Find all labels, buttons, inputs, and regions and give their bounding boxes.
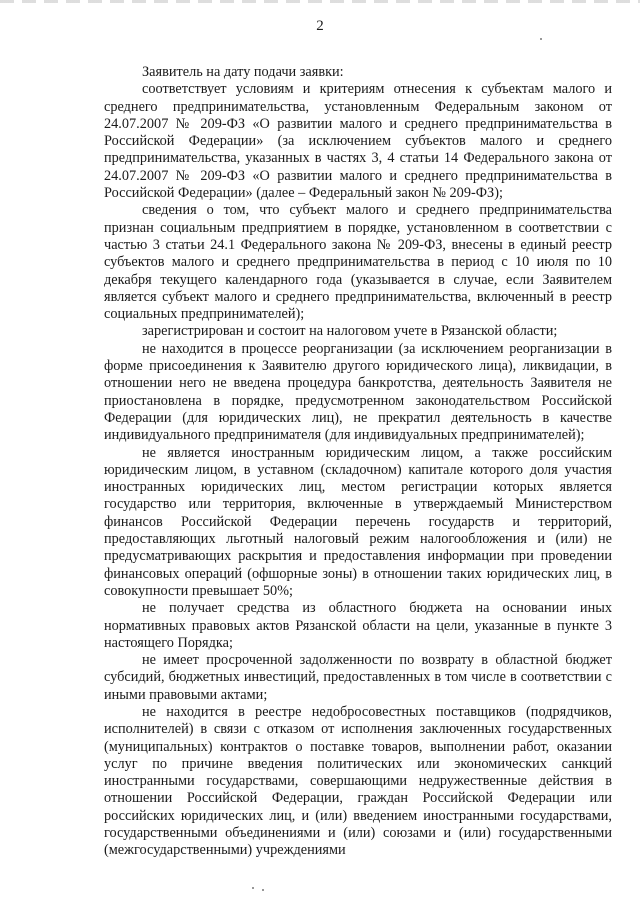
paragraph-unfair-suppliers: не находится в реестре недобросовестных поставщиков (подрядчиков, исполнителей) в связи с отказом от исполнения заключенных государственных (муниципальных) контрактов о поставке товаров, выполнении работ, оказании услуг по причине введения политических или экономических санкций иностранными государствами, совершающими недружественные действия в отношении Российской Федерации, граждан Российской Федерации или российских юридических лиц, и (или) введением иностранными государствами, государственными объединениями и (или) союзами и (или) государственными (межгосударственными) учреждениями: [104, 703, 612, 859]
paragraph-budget-funds: не получает средства из областного бюджета на основании иных нормативных правовых актов Рязанской области на цели, указанные в пункте 3 настоящего Порядка;: [104, 600, 612, 651]
page-number: 2: [316, 18, 324, 34]
paragraph-reorganization: не находится в процессе реорганизации (за исключением реорганизации в форме присоединения к Заявителю другого юридического лица), ликвидации, в отношении него не введена процедура банкротства, деятельность Заявителя не приостановлена в порядке, предусмотренном законодательством Российской Федерации (для юридических лиц), не прекратил деятельность в качестве индивидуального предпринимателя (для индивидуальных предпринимателей);: [104, 340, 612, 444]
scan-speck: [262, 889, 264, 891]
paragraph-smb-criteria: соответствует условиям и критериям отнесения к субъектам малого и среднего предпринимательства, установленным Федеральным законом от 24.07.2007 № 209-ФЗ «О развитии малого и среднего предпринимательства в Российской Федерации» (за исключением субъектов малого и среднего предпринимательства, указанных в частях 3, 4 статьи 14 Федерального закона от 24.07.2007 № 209-ФЗ «О развитии малого и среднего предпринимательства в Российской Федерации» (далее – Федеральный закон № 209-ФЗ);: [104, 81, 612, 202]
scan-border: [0, 0, 640, 3]
paragraph-overdue-debt: не имеет просроченной задолженности по возврату в областной бюджет субсидий, бюджетных инвестиций, предоставленных в том числе в соответствии с иными правовыми актами;: [104, 652, 612, 703]
paragraph-tax-registration: зарегистрирован и состоит на налоговом учете в Рязанской области;: [142, 323, 558, 340]
scan-speck: [540, 38, 542, 40]
paragraph-foreign-entity: не является иностранным юридическим лицом, а также российским юридическим лицом, в уставном (складочном) капитале которого доля участия иностранных юридических лиц, местом регистрации которых является государство или территория, включенные в утверждаемый Министерством финансов Российской Федерации перечень государств и территорий, предоставляющих льготный налоговый режим налогообложения и (или) не предусматривающих раскрытия и предоставления информации при проведении финансовых операций (офшорные зоны) в отношении таких юридических лиц, в совокупности превышает 50%;: [104, 444, 612, 599]
scan-speck: [252, 887, 254, 889]
document-body: [104, 64, 612, 860]
paragraph-intro: Заявитель на дату подачи заявки:: [142, 64, 344, 80]
paragraph-social-enterprise: сведения о том, что субъект малого и среднего предпринимательства признан социальным предприятием в порядке, установленном в соответствии с частью 3 статьи 24.1 Федерального закона № 209-ФЗ, внесены в единый реестр субъектов малого и среднего предпринимательства в период с 10 июля по 10 декабря текущего календарного года (указывается в случае, если Заявителем является субъект малого и среднего предпринимательства, включенный в реестр социальных предпринимателей);: [104, 202, 612, 323]
